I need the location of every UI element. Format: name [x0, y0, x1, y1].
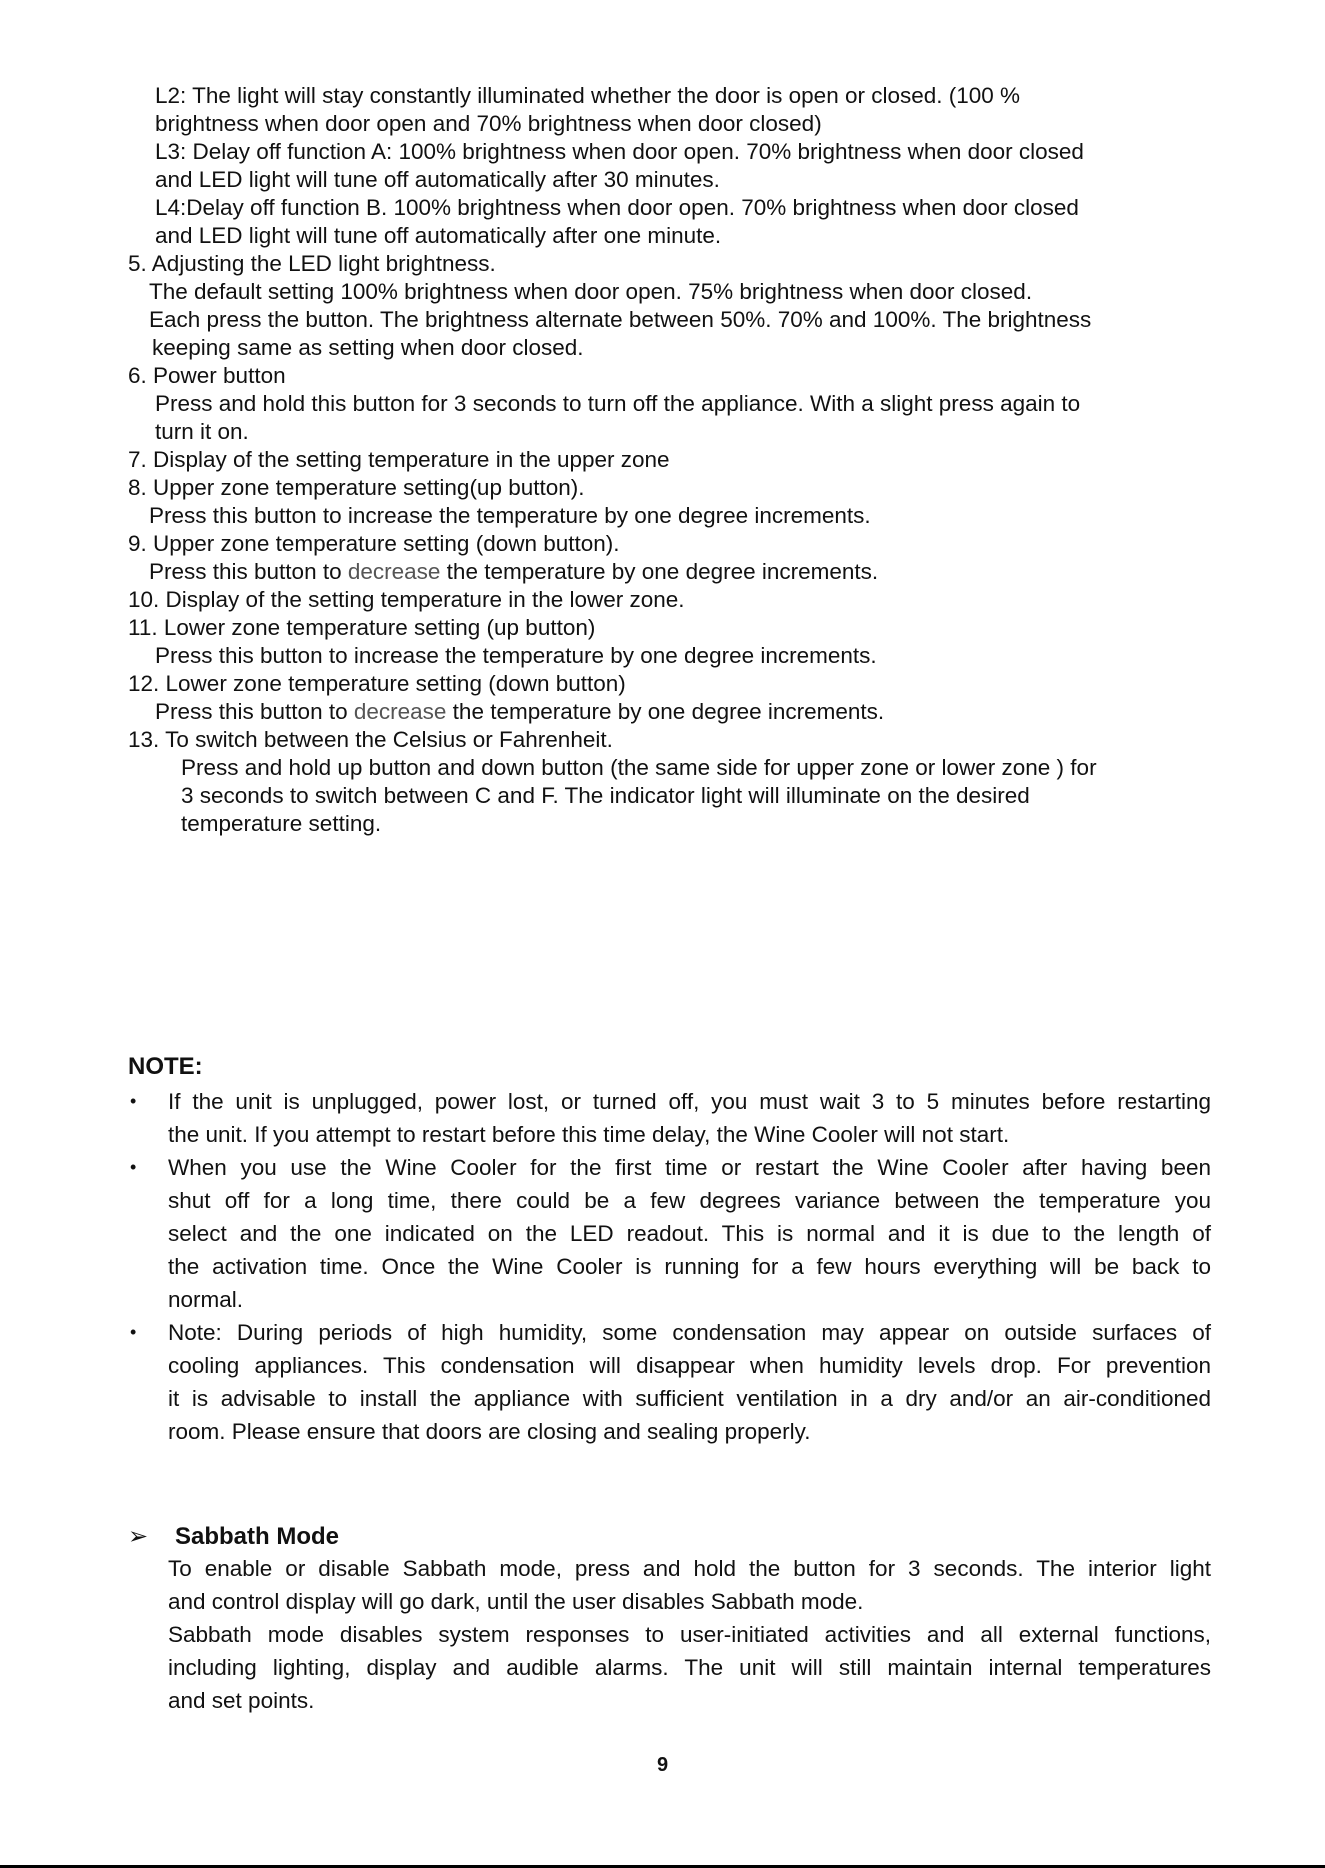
note-bullet-line: normal.	[168, 1287, 244, 1312]
text-line: Press and hold this button for 3 seconds to turn off the appliance. With a slight press again to	[155, 391, 1081, 416]
text-line: L3: Delay off function A: 100% brightness when door open. 70% brightness when door closed	[155, 139, 1084, 164]
text-line: and LED light will tune off automatically after one minute.	[155, 223, 722, 248]
list-item-heading: 8. Upper zone temperature setting(up button).	[128, 475, 585, 500]
note-heading: NOTE:	[128, 1053, 203, 1080]
note-bullet-line: cooling appliances. This condensation will disappear when humidity levels drop. For prevention	[168, 1353, 1211, 1378]
note-bullet-line: Note: During periods of high humidity, some condensation may appear on outside surfaces of	[168, 1320, 1211, 1345]
text-line: temperature setting.	[181, 811, 382, 836]
note-bullet-line: select and the one indicated on the LED readout. This is normal and it is due to the length of	[168, 1221, 1211, 1246]
decrease-word: decrease	[353, 699, 447, 724]
note-bullet-line: the activation time. Once the Wine Cooler is running for a few hours everything will be back to	[168, 1254, 1211, 1279]
text-line: turn it on.	[155, 419, 249, 444]
text-segment: the temperature by one degree increments.	[446, 699, 885, 724]
note-bullet-line: room. Please ensure that doors are closing and sealing properly.	[168, 1419, 811, 1444]
note-bullet-line: it is advisable to install the appliance with sufficient ventilation in a dry and/or an air-conditioned	[168, 1386, 1211, 1411]
list-item-heading: 11. Lower zone temperature setting (up button)	[128, 615, 596, 640]
text-line: Press and hold up button and down button (the same side for upper zone or lower zone ) for	[181, 755, 1097, 780]
bullet-icon: •	[130, 1157, 137, 1177]
list-item-heading: 13. To switch between the Celsius or Fahrenheit.	[128, 727, 613, 752]
note-bullet-line: If the unit is unplugged, power lost, or turned off, you must wait 3 to 5 minutes before restarting	[168, 1089, 1211, 1114]
text-line: Each press the button. The brightness alternate between 50%. 70% and 100%. The brightness	[149, 307, 1092, 332]
text-line: L4:Delay off function B. 100% brightness when door open. 70% brightness when door closed	[155, 195, 1079, 220]
list-item-heading: 7. Display of the setting temperature in the upper zone	[128, 447, 670, 472]
text-segment: Press this button to	[149, 559, 348, 584]
sabbath-line: Sabbath mode disables system responses to user-initiated activities and all external functions,	[168, 1622, 1211, 1647]
arrow-bullet-icon: ➢	[128, 1523, 149, 1550]
text-line: and LED light will tune off automatically after 30 minutes.	[155, 167, 720, 192]
sabbath-line: and set points.	[168, 1688, 315, 1713]
text-line: Press this button to increase the temperature by one degree increments.	[155, 643, 877, 668]
text-line: keeping same as setting when door closed.	[152, 335, 584, 360]
note-bullet-line: shut off for a long time, there could be a few degrees variance between the temperature you	[168, 1188, 1211, 1213]
list-item-heading: 10. Display of the setting temperature in the lower zone.	[128, 587, 685, 612]
text-line: Press this button to increase the temperature by one degree increments.	[149, 503, 871, 528]
list-item-heading: 12. Lower zone temperature setting (down button)	[128, 671, 626, 696]
note-bullet-line: the unit. If you attempt to restart before this time delay, the Wine Cooler will not start.	[168, 1122, 1010, 1147]
sabbath-line: To enable or disable Sabbath mode, press and hold the button for 3 seconds. The interior light	[168, 1556, 1211, 1581]
text-line: 3 seconds to switch between C and F. The indicator light will illuminate on the desired	[181, 783, 1030, 808]
list-item-heading: 5. Adjusting the LED light brightness.	[128, 251, 496, 276]
decrease-word: decrease	[347, 559, 441, 584]
bullet-icon: •	[130, 1091, 137, 1111]
text-line: L2: The light will stay constantly illuminated whether the door is open or closed. (100 %	[155, 83, 1021, 108]
text-segment: Press this button to	[155, 699, 354, 724]
text-line: The default setting 100% brightness when door open. 75% brightness when door closed.	[149, 279, 1033, 304]
bullet-icon: •	[130, 1322, 137, 1342]
page-number: 9	[656, 1754, 669, 1776]
text-segment: the temperature by one degree increments.	[440, 559, 879, 584]
sabbath-line: and control display will go dark, until the user disables Sabbath mode.	[168, 1589, 864, 1614]
list-item-heading: 6. Power button	[128, 363, 286, 388]
note-bullet-line: When you use the Wine Cooler for the first time or restart the Wine Cooler after having been	[168, 1155, 1211, 1180]
sabbath-line: including lighting, display and audible alarms. The unit will still maintain internal temperatures	[168, 1655, 1211, 1680]
sabbath-heading: Sabbath Mode	[175, 1523, 340, 1550]
list-item-heading: 9. Upper zone temperature setting (down button).	[128, 531, 620, 556]
text-line: brightness when door open and 70% brightness when door closed)	[155, 111, 822, 136]
